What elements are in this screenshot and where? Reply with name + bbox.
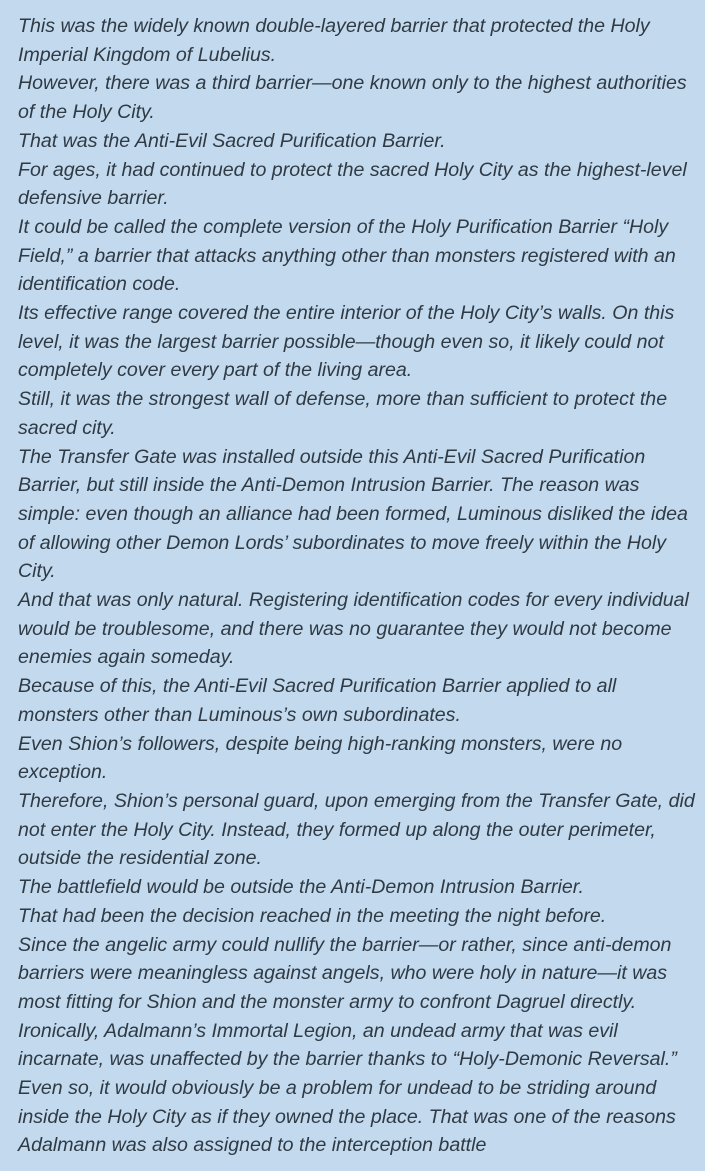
text-line: monsters other than Luminous’s own subordinates. <box>18 703 461 726</box>
text-line: It could be called the complete version of the Holy Purification Barrier “Holy <box>18 215 669 238</box>
text-line: Barrier, but still inside the Anti-Demon Intrusion Barrier. The reason was <box>18 474 640 497</box>
text-line: most fitting for Shion and the monster army to confront Dagruel directly. <box>18 990 637 1013</box>
paragraph <box>18 385 705 442</box>
paragraph <box>18 1017 705 1074</box>
text-line: simple: even though an alliance had been formed, Luminous disliked the idea <box>18 502 688 525</box>
paragraph <box>18 213 705 299</box>
paragraph <box>18 902 705 931</box>
paragraph <box>18 672 705 729</box>
text-line: sacred city. <box>18 416 116 439</box>
paragraph <box>18 873 705 902</box>
text-line: That had been the decision reached in the meeting the night before. <box>18 904 607 927</box>
text-line: inside the Holy City as if they owned the place. That was one of the reasons <box>18 1105 676 1128</box>
text-line: Since the angelic army could nullify the barrier—or rather, since anti-demon <box>18 933 672 956</box>
text-line: Field,” a barrier that attacks anything other than monsters registered with an <box>18 244 676 267</box>
text-line: not enter the Holy City. Instead, they formed up along the outer perimeter, <box>18 818 656 841</box>
text-line: That was the Anti-Evil Sacred Purification Barrier. <box>18 129 446 152</box>
paragraph <box>18 299 705 385</box>
text-line: Therefore, Shion’s personal guard, upon emerging from the Transfer Gate, did <box>18 789 695 812</box>
text-line: And that was only natural. Registering identification codes for every individual <box>18 589 689 612</box>
paragraph <box>18 1074 705 1160</box>
text-line: barriers were meaningless against angels, who were holy in nature—it was <box>18 962 668 985</box>
text-line: However, there was a third barrier—one known only to the highest authorities <box>18 72 687 95</box>
paragraph <box>18 12 705 69</box>
text-line: would be troublesome, and there was no guarantee they would not become <box>18 617 672 640</box>
text-line: defensive barrier. <box>18 187 169 210</box>
text-line: Even so, it would obviously be a problem for undead to be striding around <box>18 1077 657 1100</box>
paragraph <box>18 730 705 787</box>
paragraph <box>18 127 705 156</box>
text-line: level, it was the largest barrier possible—though even so, it likely could not <box>18 330 664 353</box>
paragraph <box>18 443 705 587</box>
text-line: Imperial Kingdom of Lubelius. <box>18 43 277 66</box>
text-line: The battlefield would be outside the Anti-Demon Intrusion Barrier. <box>18 876 584 899</box>
paragraph <box>18 931 705 1017</box>
text-line: Even Shion’s followers, despite being high-ranking monsters, were no <box>18 732 623 755</box>
paragraph <box>18 69 705 126</box>
text-line: of allowing other Demon Lords’ subordinates to move freely within the Holy <box>18 531 667 554</box>
text-line: City. <box>18 560 56 583</box>
text-line: This was the widely known double-layered barrier that protected the Holy <box>18 15 650 37</box>
text-line: completely cover every part of the living area. <box>18 359 413 382</box>
text-line: incarnate, was unaffected by the barrier thanks to “Holy-Demonic Reversal.” <box>18 1048 677 1071</box>
text-line: Its effective range covered the entire interior of the Holy City’s walls. On this <box>18 302 675 325</box>
text-line: outside the residential zone. <box>18 847 262 870</box>
text-line: enemies again someday. <box>18 646 235 669</box>
text-line: of the Holy City. <box>18 101 155 124</box>
text-line: Adalmann was also assigned to the interception battle <box>18 1134 487 1157</box>
text-line: exception. <box>18 761 108 784</box>
paragraph <box>18 787 705 873</box>
text-line: Because of this, the Anti-Evil Sacred Purification Barrier applied to all <box>18 675 617 698</box>
text-line: identification code. <box>18 273 181 296</box>
text-line: The Transfer Gate was installed outside this Anti-Evil Sacred Purification <box>18 445 646 468</box>
paragraph <box>18 586 705 672</box>
text-line: Ironically, Adalmann’s Immortal Legion, an undead army that was evil <box>18 1019 618 1042</box>
paragraph <box>18 156 705 213</box>
text-line: Still, it was the strongest wall of defense, more than sufficient to protect the <box>18 388 668 411</box>
text-line: For ages, it had continued to protect the sacred Holy City as the highest-level <box>18 158 687 181</box>
